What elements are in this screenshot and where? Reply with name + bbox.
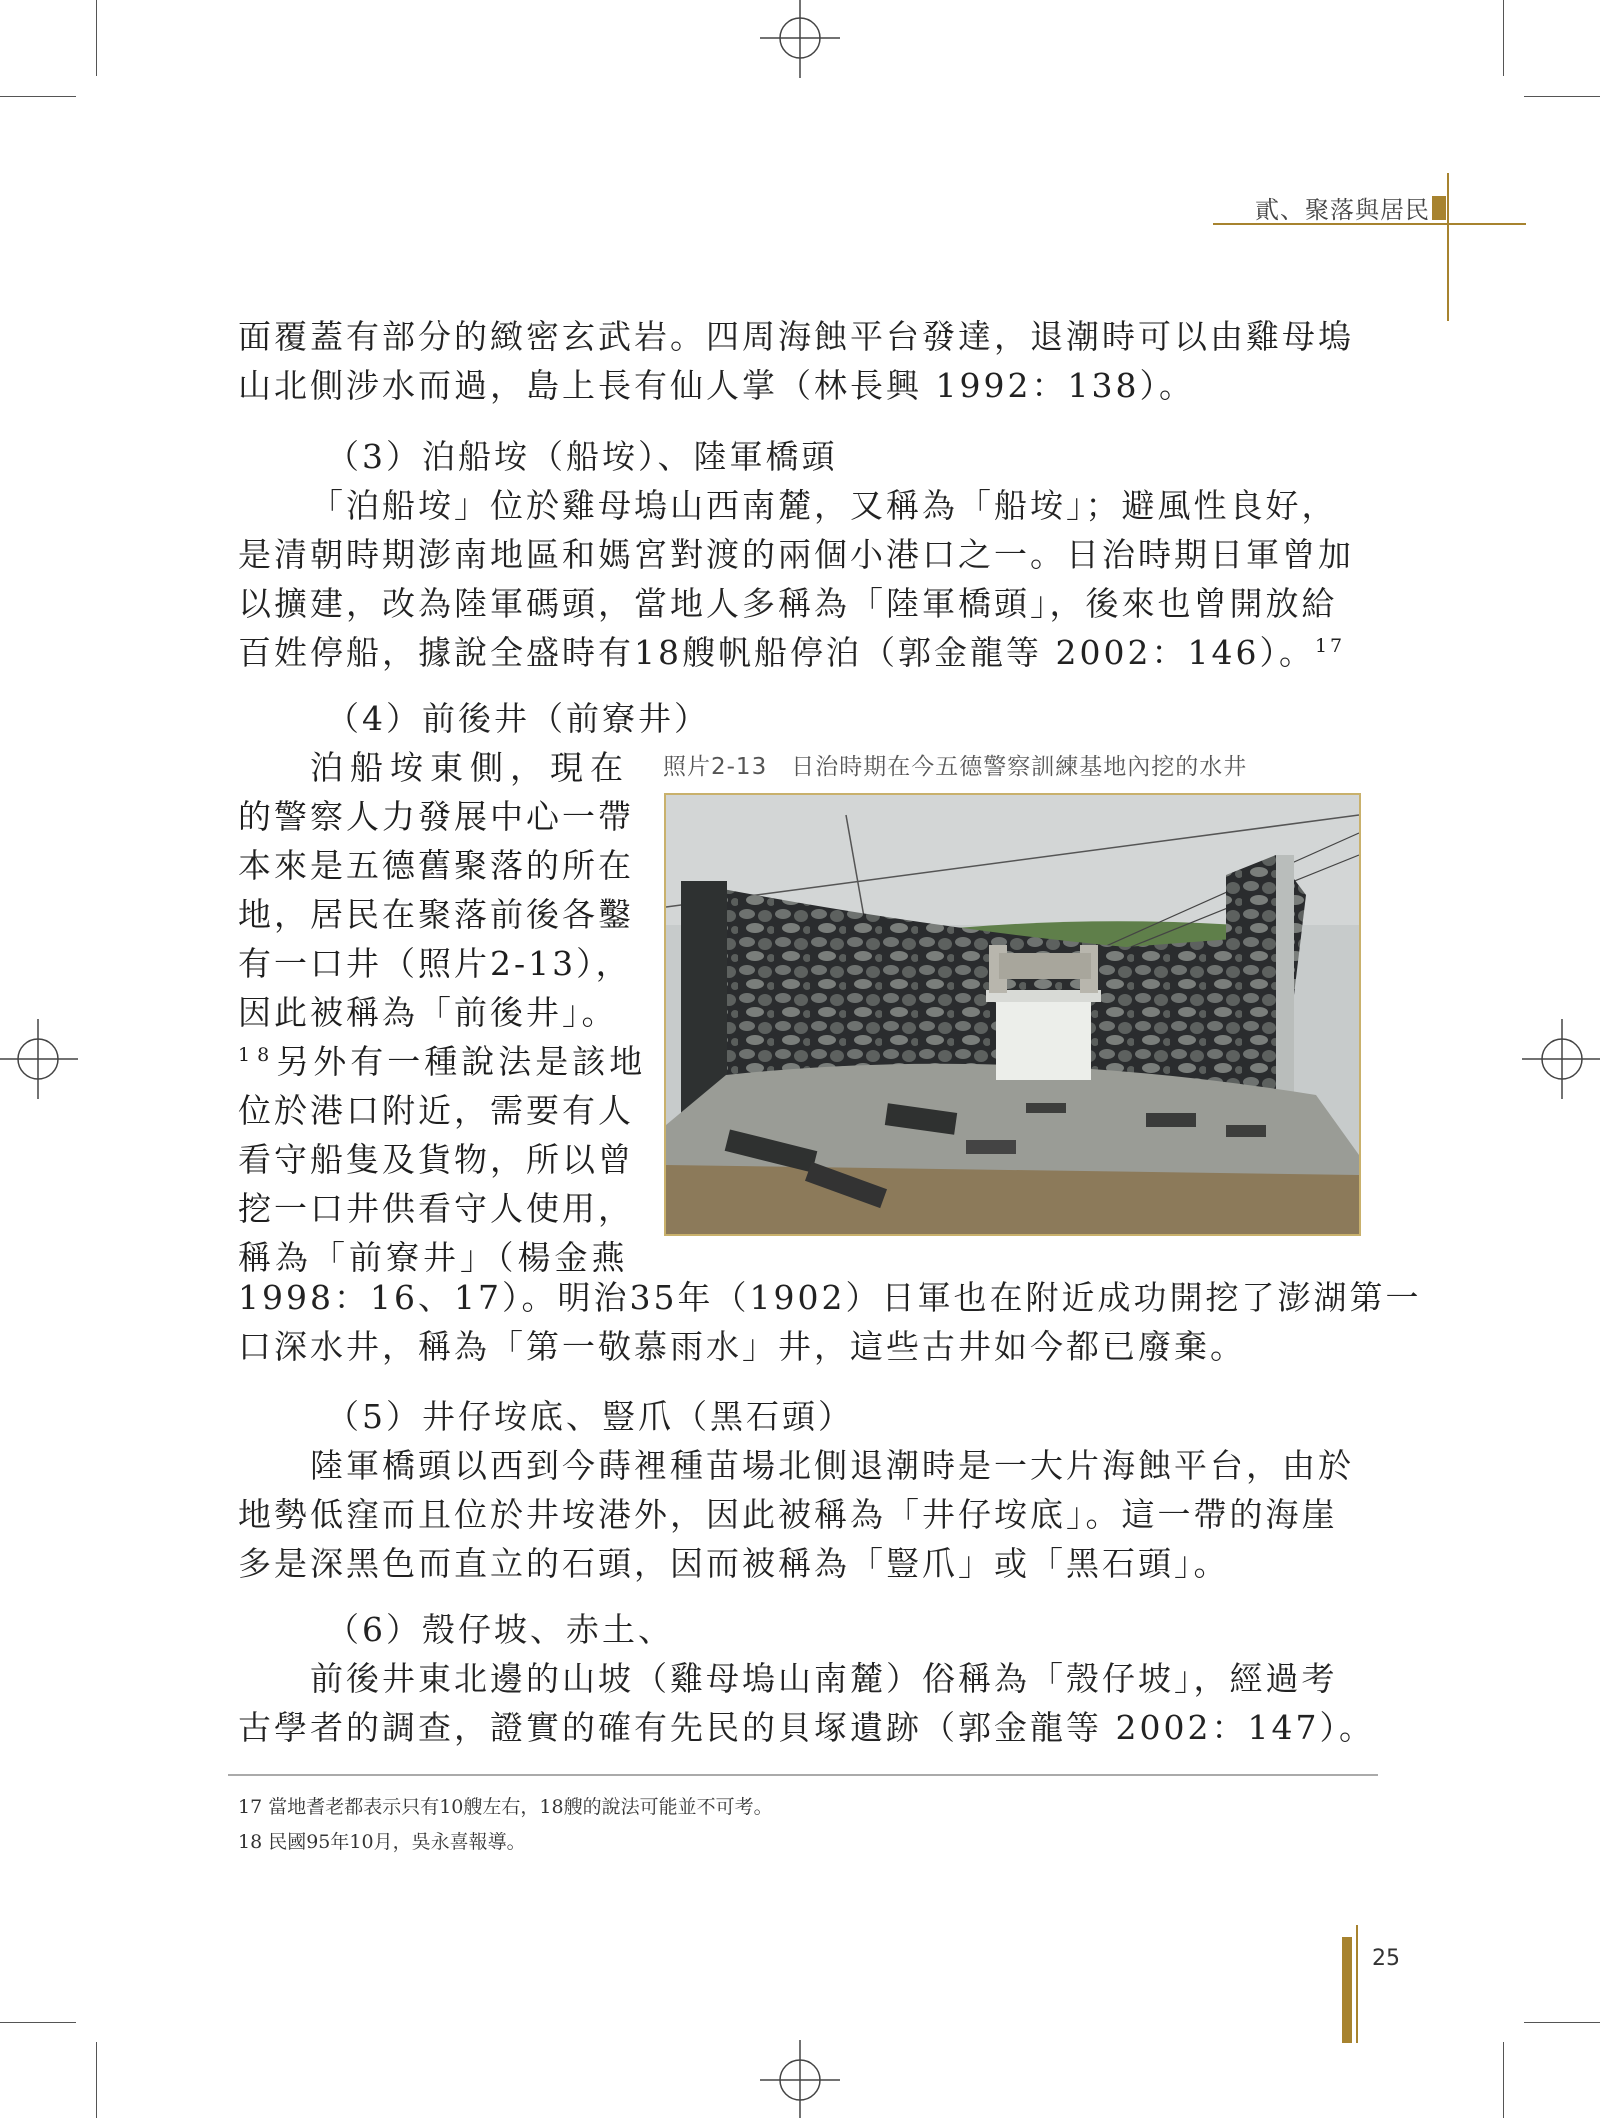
- crop-mark: [0, 2022, 76, 2023]
- crop-mark: [1524, 2022, 1600, 2023]
- footnote-rule: [228, 1774, 1378, 1776]
- text-line: 挖一口井供看守人使用，: [238, 1189, 634, 1228]
- page-number-bar: [1342, 1937, 1352, 2043]
- text-line: 看守船隻及貨物，所以曾: [238, 1140, 634, 1179]
- text-line: [238, 628, 1358, 677]
- section-heading: （3）泊船垵（船垵）、陸軍橋頭: [326, 437, 838, 476]
- text-line-content: 百姓停船，據說全盛時有18艘帆船停泊（郭金龍等 2002：146）。: [238, 633, 1315, 672]
- crop-mark: [1524, 96, 1600, 97]
- text-line: 多是深黑色而直立的石頭，因而被稱為「豎爪」或「黑石頭」。: [238, 1544, 1230, 1583]
- text-line: 稱為「前寮井」（楊金燕: [238, 1238, 629, 1277]
- crop-mark: [96, 0, 97, 76]
- intro-paragraph: [238, 312, 1358, 410]
- text-line: 的警察人力發展中心一帶: [238, 797, 634, 836]
- text-line: [238, 1037, 647, 1086]
- text-line: 陸軍橋頭以西到今蒔裡種苗場北側退潮時是一大片海蝕平台，由於: [310, 1446, 1354, 1485]
- text-line: 1998：16、17）。明治35年（1902）日軍也在附近成功開挖了澎湖第一: [238, 1278, 1422, 1317]
- text-line: 面覆蓋有部分的緻密玄武岩。四周海蝕平台發達，退潮時可以由雞母塢: [238, 317, 1354, 356]
- page-number: 25: [1372, 1946, 1400, 1971]
- footnote-ref[interactable]: 17: [1314, 635, 1346, 657]
- page-number-rule: [1356, 1925, 1358, 2043]
- section-4-heading-block: [238, 694, 1358, 743]
- text-line: 山北側涉水而過，島上長有仙人掌（林長興 1992：138）。: [238, 366, 1195, 405]
- registration-mark-icon: [760, 2038, 840, 2118]
- chapter-title: 貳、聚落與居民: [1255, 196, 1430, 224]
- text-line: 「泊船垵」位於雞母塢山西南麓，又稱為「船垵」；避風性良好，: [310, 486, 1338, 525]
- text-line: 有一口井（照片2-13），: [238, 944, 632, 983]
- section-3: [238, 432, 1358, 677]
- text-line: 本來是五德舊聚落的所在: [238, 846, 634, 885]
- registration-mark-icon: [760, 0, 840, 80]
- footnote-ref[interactable]: 18: [238, 1044, 277, 1066]
- text-line: 古學者的調查，證實的確有先民的貝塚遺跡（郭金龍等 2002：147）。: [238, 1708, 1375, 1747]
- section-heading: （4）前後井（前寮井）: [326, 699, 710, 738]
- section-heading: （6）殼仔坡、赤土、: [326, 1610, 674, 1649]
- section-heading: （5）井仔垵底、豎爪（黑石頭）: [326, 1397, 854, 1436]
- text-line-content: 另外有一種說法是該地: [276, 1042, 647, 1081]
- header-marker: [1432, 196, 1446, 220]
- section-4-narrow-column: [238, 743, 647, 1282]
- well-photo: [664, 793, 1361, 1236]
- text-line: 地勢低窪而且位於井垵港外，因此被稱為「井仔垵底」。這一帶的海崖: [238, 1495, 1338, 1534]
- text-line: 口深水井，稱為「第一敬慕雨水」井，這些古井如今都已廢棄。: [238, 1327, 1246, 1366]
- registration-mark-icon: [0, 1019, 80, 1099]
- text-line: 因此被稱為「前後井」。: [238, 993, 618, 1032]
- text-line: 位於港口附近，需要有人: [238, 1091, 634, 1130]
- crop-mark: [96, 2042, 97, 2118]
- footnotes: [238, 1790, 773, 1860]
- text-line: 以擴建，改為陸軍碼頭，當地人多稱為「陸軍橋頭」，後來也曾開放給: [238, 584, 1338, 623]
- header-rule-vertical: [1447, 173, 1449, 321]
- crop-mark: [1503, 2042, 1504, 2118]
- crop-mark: [0, 96, 76, 97]
- text-line: 是清朝時期澎南地區和媽宮對渡的兩個小港口之一。日治時期日軍曾加: [238, 535, 1354, 574]
- section-6: [238, 1605, 1375, 1752]
- photo-illustration: [666, 795, 1359, 1234]
- section-4-continued: [238, 1273, 1422, 1371]
- footnote: 18 民國95年10月，吳永喜報導。: [238, 1831, 526, 1853]
- crop-mark: [1503, 0, 1504, 76]
- section-5: [238, 1392, 1358, 1588]
- text-line: 泊船垵東側，現在: [310, 748, 630, 787]
- photo-caption: 照片2-13 日治時期在今五德警察訓練基地內挖的水井: [663, 754, 1248, 780]
- registration-mark-icon: [1520, 1019, 1600, 1099]
- text-line: 地，居民在聚落前後各鑿: [238, 895, 634, 934]
- footnote: 17 當地耆老都表示只有10艘左右，18艘的說法可能並不可考。: [238, 1796, 773, 1818]
- text-line: 前後井東北邊的山坡（雞母塢山南麓）俗稱為「殼仔坡」，經過考: [310, 1659, 1338, 1698]
